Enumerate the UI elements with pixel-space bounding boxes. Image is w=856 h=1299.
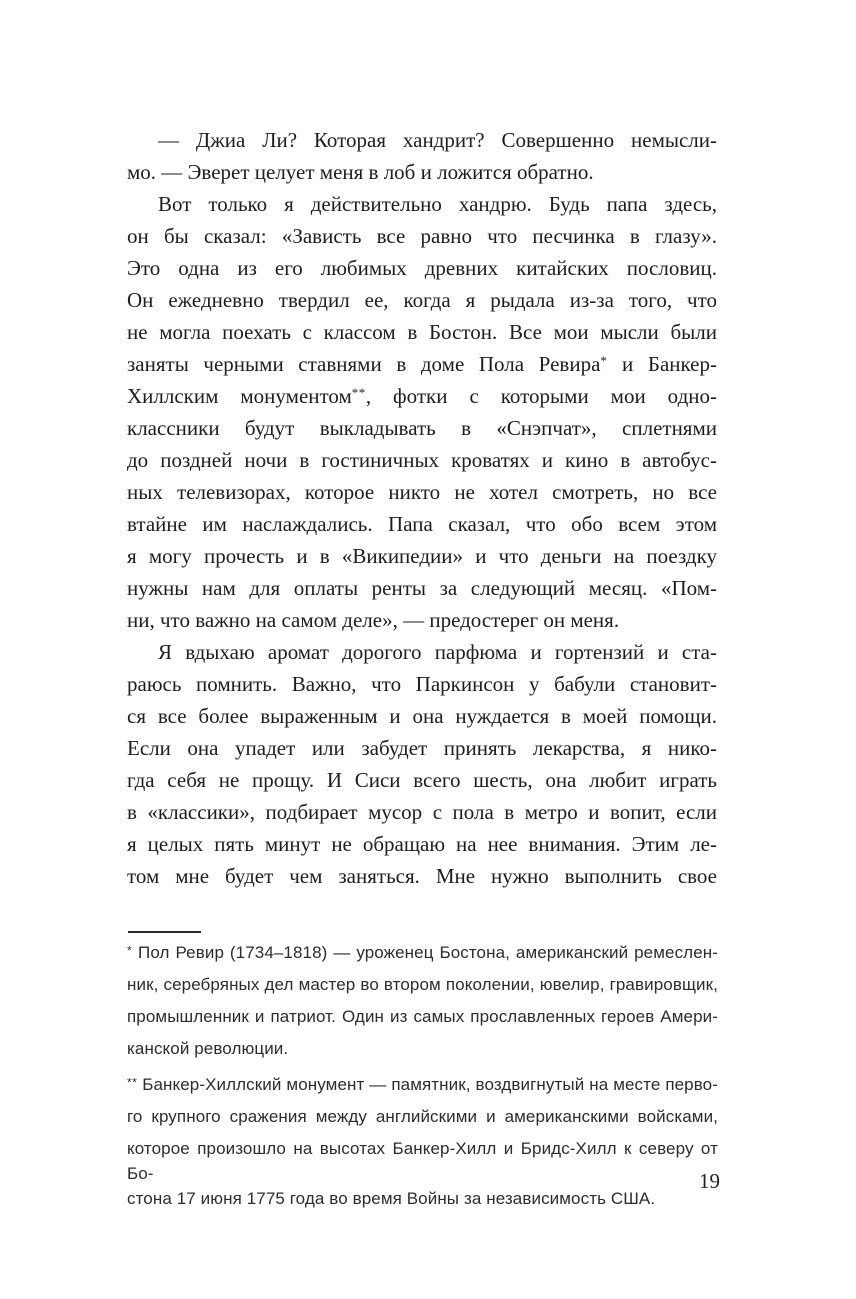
footnote-1: [127, 940, 718, 1068]
footnote-line: го крупного сражения между английскими и американскими войсками,: [127, 1107, 718, 1126]
text-line: в «классики», подбирает мусор с пола в метро и вопит, если: [127, 800, 717, 824]
text-line: Хиллским монументом**, фотки с которыми мои одно-: [127, 384, 717, 408]
text-line: том мне будет чем заняться. Мне нужно выполнить свое: [127, 864, 717, 888]
paragraph: [127, 124, 717, 188]
footnote-2: [127, 1072, 718, 1218]
footnote-line: ** Банкер-Хиллский монумент — памятник, воздвигнутый на месте перво-: [127, 1075, 718, 1094]
footnote-line: которое произошло на высотах Банкер-Хилл и Бридс-Хилл к северу от Бо-: [127, 1139, 718, 1183]
footnote-marker: *: [127, 943, 133, 958]
text-line: нужны нам для оплаты ренты за следующий месяц. «Пом-: [127, 576, 717, 600]
text-line: я целых пять минут не обращаю на нее внимания. Этим ле-: [127, 832, 717, 856]
text-line: ся все более выраженным и она нуждается в моей помощи.: [127, 704, 717, 728]
text-line: ных телевизорах, которое никто не хотел смотреть, но все: [127, 480, 717, 504]
footnote-marker: *: [600, 353, 608, 369]
text-line: до поздней ночи в гостиничных кроватях и кино в автобус-: [127, 448, 717, 472]
text-line: он бы сказал: «Зависть все равно что песчинка в глазу».: [127, 224, 717, 248]
footnote-marker: **: [351, 385, 366, 401]
text-line: Вот только я действительно хандрю. Будь папа здесь,: [158, 192, 717, 216]
text-line: раюсь помнить. Важно, что Паркинсон у бабули становит-: [127, 672, 717, 696]
footnote-line: стона 17 июня 1775 года во время Войны за независимость США.: [127, 1189, 656, 1208]
text-line: Это одна из его любимых древних китайских пословиц.: [127, 256, 717, 280]
paragraph: [127, 188, 717, 636]
page-number: 19: [699, 1169, 720, 1193]
footnote-divider: [128, 931, 201, 933]
footnote-line: канской революции.: [127, 1039, 289, 1058]
body-text: [127, 124, 717, 892]
footnote-line: * Пол Ревир (1734–1818) — уроженец Бостона, американский ремеслен-: [127, 943, 718, 962]
text-line: — Джиа Ли? Которая хандрит? Совершенно немысли-: [158, 128, 717, 152]
text-line: мо. — Эверет целует меня в лоб и ложится обратно.: [127, 160, 594, 184]
text-line: Он ежедневно твердил ее, когда я рыдала из-за того, что: [127, 288, 717, 312]
text-line: заняты черными ставнями в доме Пола Ревира* и Банкер-: [127, 352, 717, 376]
text-line: Если она упадет или забудет принять лекарства, я нико-: [127, 736, 717, 760]
paragraph: [127, 636, 717, 892]
text-line: Я вдыхаю аромат дорогого парфюма и гортензий и ста-: [158, 640, 717, 664]
footnote-marker: **: [127, 1075, 138, 1090]
text-line: ни, что важно на самом деле», — предостерег он меня.: [127, 608, 620, 632]
text-line: втайне им наслаждались. Папа сказал, что обо всем этом: [127, 512, 717, 536]
text-line: я могу прочесть и в «Википедии» и что деньги на поездку: [127, 544, 717, 568]
footnote-line: ник, серебряных дел мастер во втором поколении, ювелир, гравировщик,: [127, 975, 718, 994]
text-line: гда себя не прощу. И Сиси всего шесть, она любит играть: [127, 768, 717, 792]
text-line: не могла поехать с классом в Бостон. Все мои мысли были: [127, 320, 717, 344]
footnote-line: промышленник и патриот. Один из самых прославленных героев Амери-: [127, 1007, 718, 1026]
text-line: классники будут выкладывать в «Снэпчат», сплетнями: [127, 416, 717, 440]
